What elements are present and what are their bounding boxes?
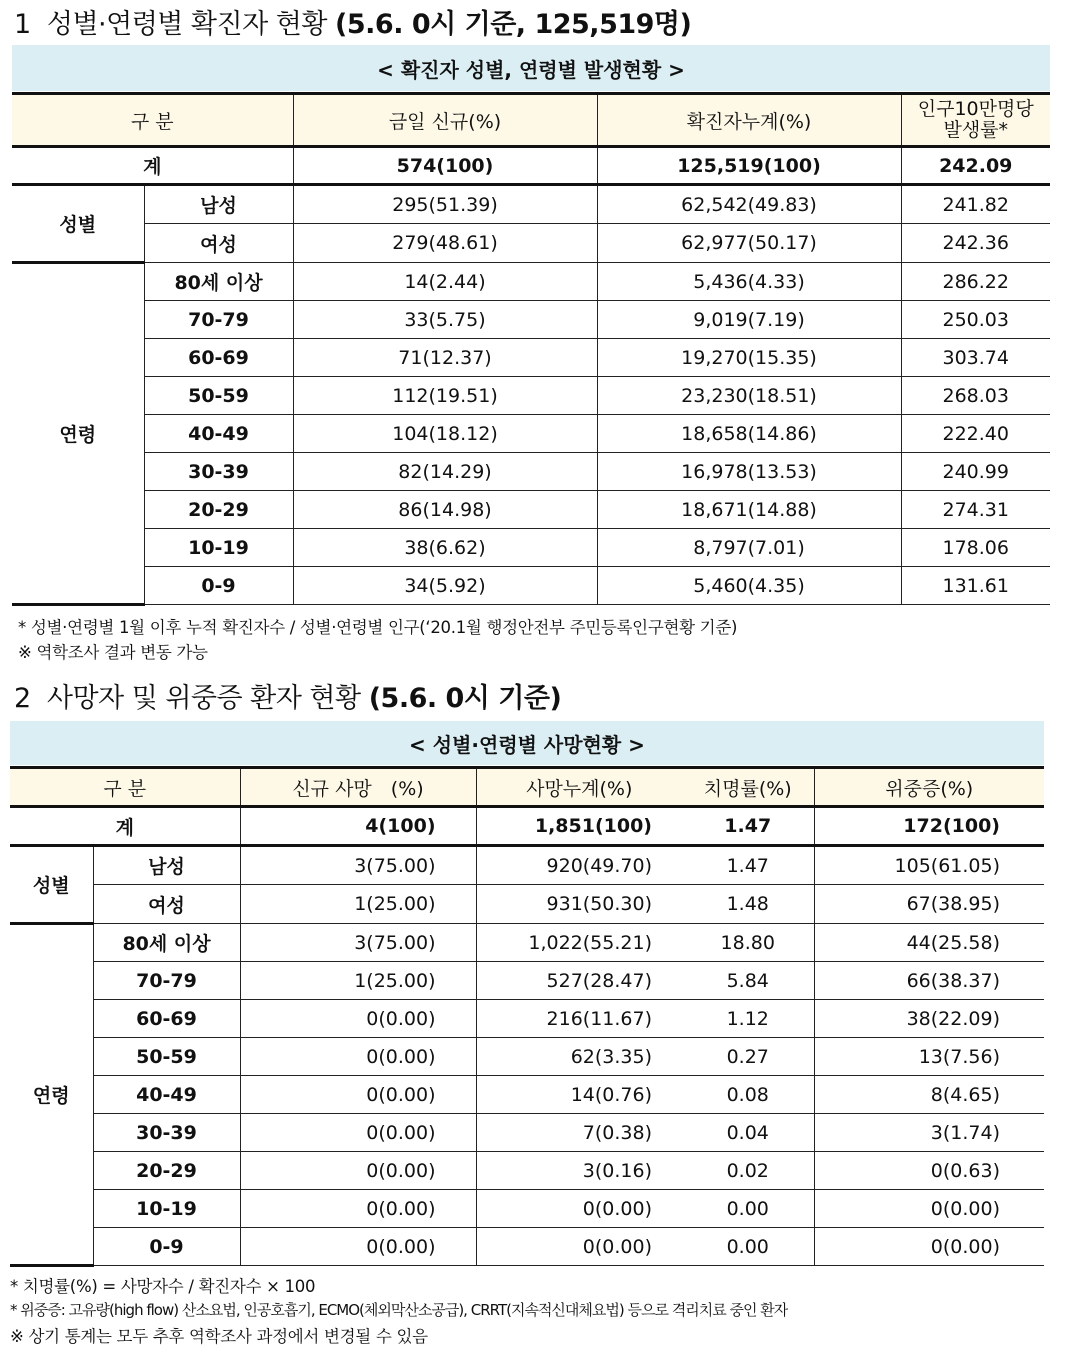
cell-new: 82(14.29)	[293, 453, 597, 491]
header-severe: 위중증(%)	[814, 768, 1044, 807]
cell-cumulative: 16,978(13.53)	[597, 453, 901, 491]
table-row	[10, 1038, 1044, 1076]
cell-fatality: 0.00	[682, 1228, 814, 1266]
section1-note-1: * 성별·연령별 1월 이후 누적 확진자수 / 성별·연령별 인구(‘20.1월 행정안전부 주민등록인구현황 기준)	[18, 618, 738, 637]
cell-rate: 268.03	[901, 377, 1050, 415]
row-label: 10-19	[144, 529, 293, 567]
row-label: 40-49	[144, 415, 293, 453]
cell-fatality: 0.00	[682, 1190, 814, 1228]
cell-cumulative: 5,436(4.33)	[597, 263, 901, 301]
cell-rate: 250.03	[901, 301, 1050, 339]
cell-fatality: 18.80	[682, 924, 814, 962]
cell-rate: 286.22	[901, 263, 1050, 301]
cell-severe: 8(4.65)	[814, 1076, 1044, 1114]
cell-new: 0(0.00)	[240, 1228, 476, 1266]
cell-new: 0(0.00)	[240, 1152, 476, 1190]
cell-new: 3(75.00)	[240, 924, 476, 962]
table-row	[12, 263, 1050, 301]
section1-heading-date: (5.6. 0시 기준, 125,519명)	[335, 9, 692, 40]
cell-severe: 38(22.09)	[814, 1000, 1044, 1038]
row-label: 50-59	[144, 377, 293, 415]
cell-rate: 131.61	[901, 567, 1050, 605]
cell-cumulative: 0(0.00)	[476, 1228, 682, 1266]
group-label-age: 연령	[12, 263, 144, 605]
group-label-sex: 성별	[12, 185, 144, 263]
section2-heading-date: (5.6. 0시 기준)	[368, 683, 562, 714]
cell-severe: 44(25.58)	[814, 924, 1044, 962]
section2-table	[10, 766, 1044, 1267]
cell-new: 14(2.44)	[293, 263, 597, 301]
total-rate: 242.09	[901, 147, 1050, 185]
table-row	[12, 224, 1050, 263]
section2-note-3: ※ 상기 통계는 모두 추후 역학조사 과정에서 변경될 수 있음	[10, 1327, 428, 1346]
cell-cumulative: 931(50.30)	[476, 885, 682, 924]
cell-new: 279(48.61)	[293, 224, 597, 263]
cell-new: 71(12.37)	[293, 339, 597, 377]
table-row	[10, 885, 1044, 924]
cell-new: 1(25.00)	[240, 962, 476, 1000]
cell-severe: 105(61.05)	[814, 846, 1044, 885]
section1-caption: < 확진자 성별, 연령별 발생현황 >	[12, 45, 1050, 91]
cell-severe: 67(38.95)	[814, 885, 1044, 924]
cell-cumulative: 62(3.35)	[476, 1038, 682, 1076]
cell-new: 34(5.92)	[293, 567, 597, 605]
cell-new: 0(0.00)	[240, 1190, 476, 1228]
cell-fatality: 0.08	[682, 1076, 814, 1114]
cell-fatality: 1.48	[682, 885, 814, 924]
table-row	[12, 567, 1050, 605]
cell-severe: 0(0.63)	[814, 1152, 1044, 1190]
table-row	[10, 924, 1044, 962]
row-label: 80세 이상	[93, 924, 240, 962]
row-label: 남성	[93, 846, 240, 885]
cell-new: 295(51.39)	[293, 185, 597, 224]
row-label: 40-49	[93, 1076, 240, 1114]
row-label: 20-29	[144, 491, 293, 529]
header-new-cases: 금일 신규(%)	[293, 94, 597, 147]
row-label: 20-29	[93, 1152, 240, 1190]
cell-cumulative: 23,230(18.51)	[597, 377, 901, 415]
header-incidence-rate	[901, 94, 1050, 147]
table-row	[12, 377, 1050, 415]
cell-cumulative: 19,270(15.35)	[597, 339, 901, 377]
cell-new: 0(0.00)	[240, 1076, 476, 1114]
cell-new: 33(5.75)	[293, 301, 597, 339]
cell-fatality: 0.27	[682, 1038, 814, 1076]
header-new-deaths: 신규 사망 (%)	[240, 768, 476, 807]
section1-header-row	[12, 94, 1050, 147]
cell-rate: 242.36	[901, 224, 1050, 263]
cell-cumulative: 527(28.47)	[476, 962, 682, 1000]
table-row	[10, 962, 1044, 1000]
section2-note-1: * 치명률(%) = 사망자수 / 확진자수 × 100	[10, 1277, 316, 1296]
section1-heading: 성별·연령별 확진자 현황	[46, 9, 327, 40]
cell-severe: 0(0.00)	[814, 1228, 1044, 1266]
total-cumulative: 125,519(100)	[597, 147, 901, 185]
total-label: 계	[10, 807, 240, 846]
section2-total-row	[10, 807, 1044, 846]
header-cumulative-deaths: 사망누계(%)	[476, 768, 682, 807]
row-label: 0-9	[144, 567, 293, 605]
cell-rate: 274.31	[901, 491, 1050, 529]
table-row	[12, 301, 1050, 339]
row-label: 0-9	[93, 1228, 240, 1266]
table-row	[12, 529, 1050, 567]
cell-severe: 13(7.56)	[814, 1038, 1044, 1076]
cell-rate: 178.06	[901, 529, 1050, 567]
cell-cumulative: 920(49.70)	[476, 846, 682, 885]
row-label: 70-79	[93, 962, 240, 1000]
cell-fatality: 5.84	[682, 962, 814, 1000]
section2-note-2: * 위중증: 고유량(high flow) 산소요법, 인공호흡기, ECMO(체외막산소공급), CRRT(지속적신대체요법) 등으로 격리치료 중인 환자	[10, 1301, 788, 1319]
section1-title	[14, 2, 691, 41]
section2-caption: < 성별·연령별 사망현황 >	[10, 721, 1044, 765]
header-cumulative: 확진자누계(%)	[597, 94, 901, 147]
cell-cumulative: 1,022(55.21)	[476, 924, 682, 962]
table-row	[10, 1076, 1044, 1114]
row-label: 60-69	[93, 1000, 240, 1038]
cell-cumulative: 9,019(7.19)	[597, 301, 901, 339]
total-new: 4(100)	[240, 807, 476, 846]
row-label: 여성	[144, 224, 293, 263]
section2-title	[14, 676, 561, 715]
cell-severe: 0(0.00)	[814, 1190, 1044, 1228]
cell-severe: 3(1.74)	[814, 1114, 1044, 1152]
cell-cumulative: 62,542(49.83)	[597, 185, 901, 224]
cell-cumulative: 3(0.16)	[476, 1152, 682, 1190]
cell-fatality: 1.12	[682, 1000, 814, 1038]
table-row	[12, 453, 1050, 491]
cell-new: 38(6.62)	[293, 529, 597, 567]
table-row	[12, 339, 1050, 377]
table-row	[10, 1152, 1044, 1190]
row-label: 60-69	[144, 339, 293, 377]
total-fatality: 1.47	[682, 807, 814, 846]
cell-new: 104(18.12)	[293, 415, 597, 453]
cell-rate: 240.99	[901, 453, 1050, 491]
header-incidence-line1: 인구10만명당	[917, 98, 1034, 120]
cell-fatality: 1.47	[682, 846, 814, 885]
cell-new: 0(0.00)	[240, 1000, 476, 1038]
header-category: 구 분	[10, 768, 240, 807]
total-severe: 172(100)	[814, 807, 1044, 846]
table-row	[10, 1190, 1044, 1228]
cell-cumulative: 18,658(14.86)	[597, 415, 901, 453]
section2-number: 2	[14, 683, 31, 714]
cell-rate: 222.40	[901, 415, 1050, 453]
cell-new: 112(19.51)	[293, 377, 597, 415]
row-label: 여성	[93, 885, 240, 924]
row-label: 50-59	[93, 1038, 240, 1076]
cell-cumulative: 8,797(7.01)	[597, 529, 901, 567]
cell-cumulative: 7(0.38)	[476, 1114, 682, 1152]
row-label: 30-39	[144, 453, 293, 491]
row-label: 80세 이상	[144, 263, 293, 301]
table-row	[12, 185, 1050, 224]
section1-note-2: ※ 역학조사 결과 변동 가능	[18, 643, 208, 662]
cell-cumulative: 14(0.76)	[476, 1076, 682, 1114]
row-label: 10-19	[93, 1190, 240, 1228]
cell-fatality: 0.04	[682, 1114, 814, 1152]
table-row	[10, 1114, 1044, 1152]
section1-number: 1	[14, 9, 31, 40]
row-label: 30-39	[93, 1114, 240, 1152]
cell-severe: 66(38.37)	[814, 962, 1044, 1000]
header-incidence-line2: 발생률*	[943, 119, 1009, 141]
total-cumulative: 1,851(100)	[476, 807, 682, 846]
cell-cumulative: 5,460(4.35)	[597, 567, 901, 605]
cell-new: 3(75.00)	[240, 846, 476, 885]
group-label-sex: 성별	[10, 846, 93, 924]
row-label: 남성	[144, 185, 293, 224]
group-label-age: 연령	[10, 924, 93, 1266]
section1-table	[12, 92, 1050, 606]
header-category: 구 분	[12, 94, 293, 147]
section2-header-row	[10, 768, 1044, 807]
cell-cumulative: 18,671(14.88)	[597, 491, 901, 529]
total-label: 계	[12, 147, 293, 185]
row-label: 70-79	[144, 301, 293, 339]
section1-total-row	[12, 147, 1050, 185]
table-row	[10, 1000, 1044, 1038]
cell-new: 0(0.00)	[240, 1038, 476, 1076]
total-new: 574(100)	[293, 147, 597, 185]
cell-rate: 241.82	[901, 185, 1050, 224]
cell-new: 1(25.00)	[240, 885, 476, 924]
section2-heading: 사망자 및 위중증 환자 현황	[46, 683, 361, 714]
table-row	[12, 415, 1050, 453]
table-row	[12, 491, 1050, 529]
cell-fatality: 0.02	[682, 1152, 814, 1190]
cell-new: 86(14.98)	[293, 491, 597, 529]
table-row	[10, 1228, 1044, 1266]
cell-cumulative: 0(0.00)	[476, 1190, 682, 1228]
cell-rate: 303.74	[901, 339, 1050, 377]
header-fatality-rate: 치명률(%)	[682, 768, 814, 807]
cell-cumulative: 62,977(50.17)	[597, 224, 901, 263]
table-row	[10, 846, 1044, 885]
cell-cumulative: 216(11.67)	[476, 1000, 682, 1038]
cell-new: 0(0.00)	[240, 1114, 476, 1152]
